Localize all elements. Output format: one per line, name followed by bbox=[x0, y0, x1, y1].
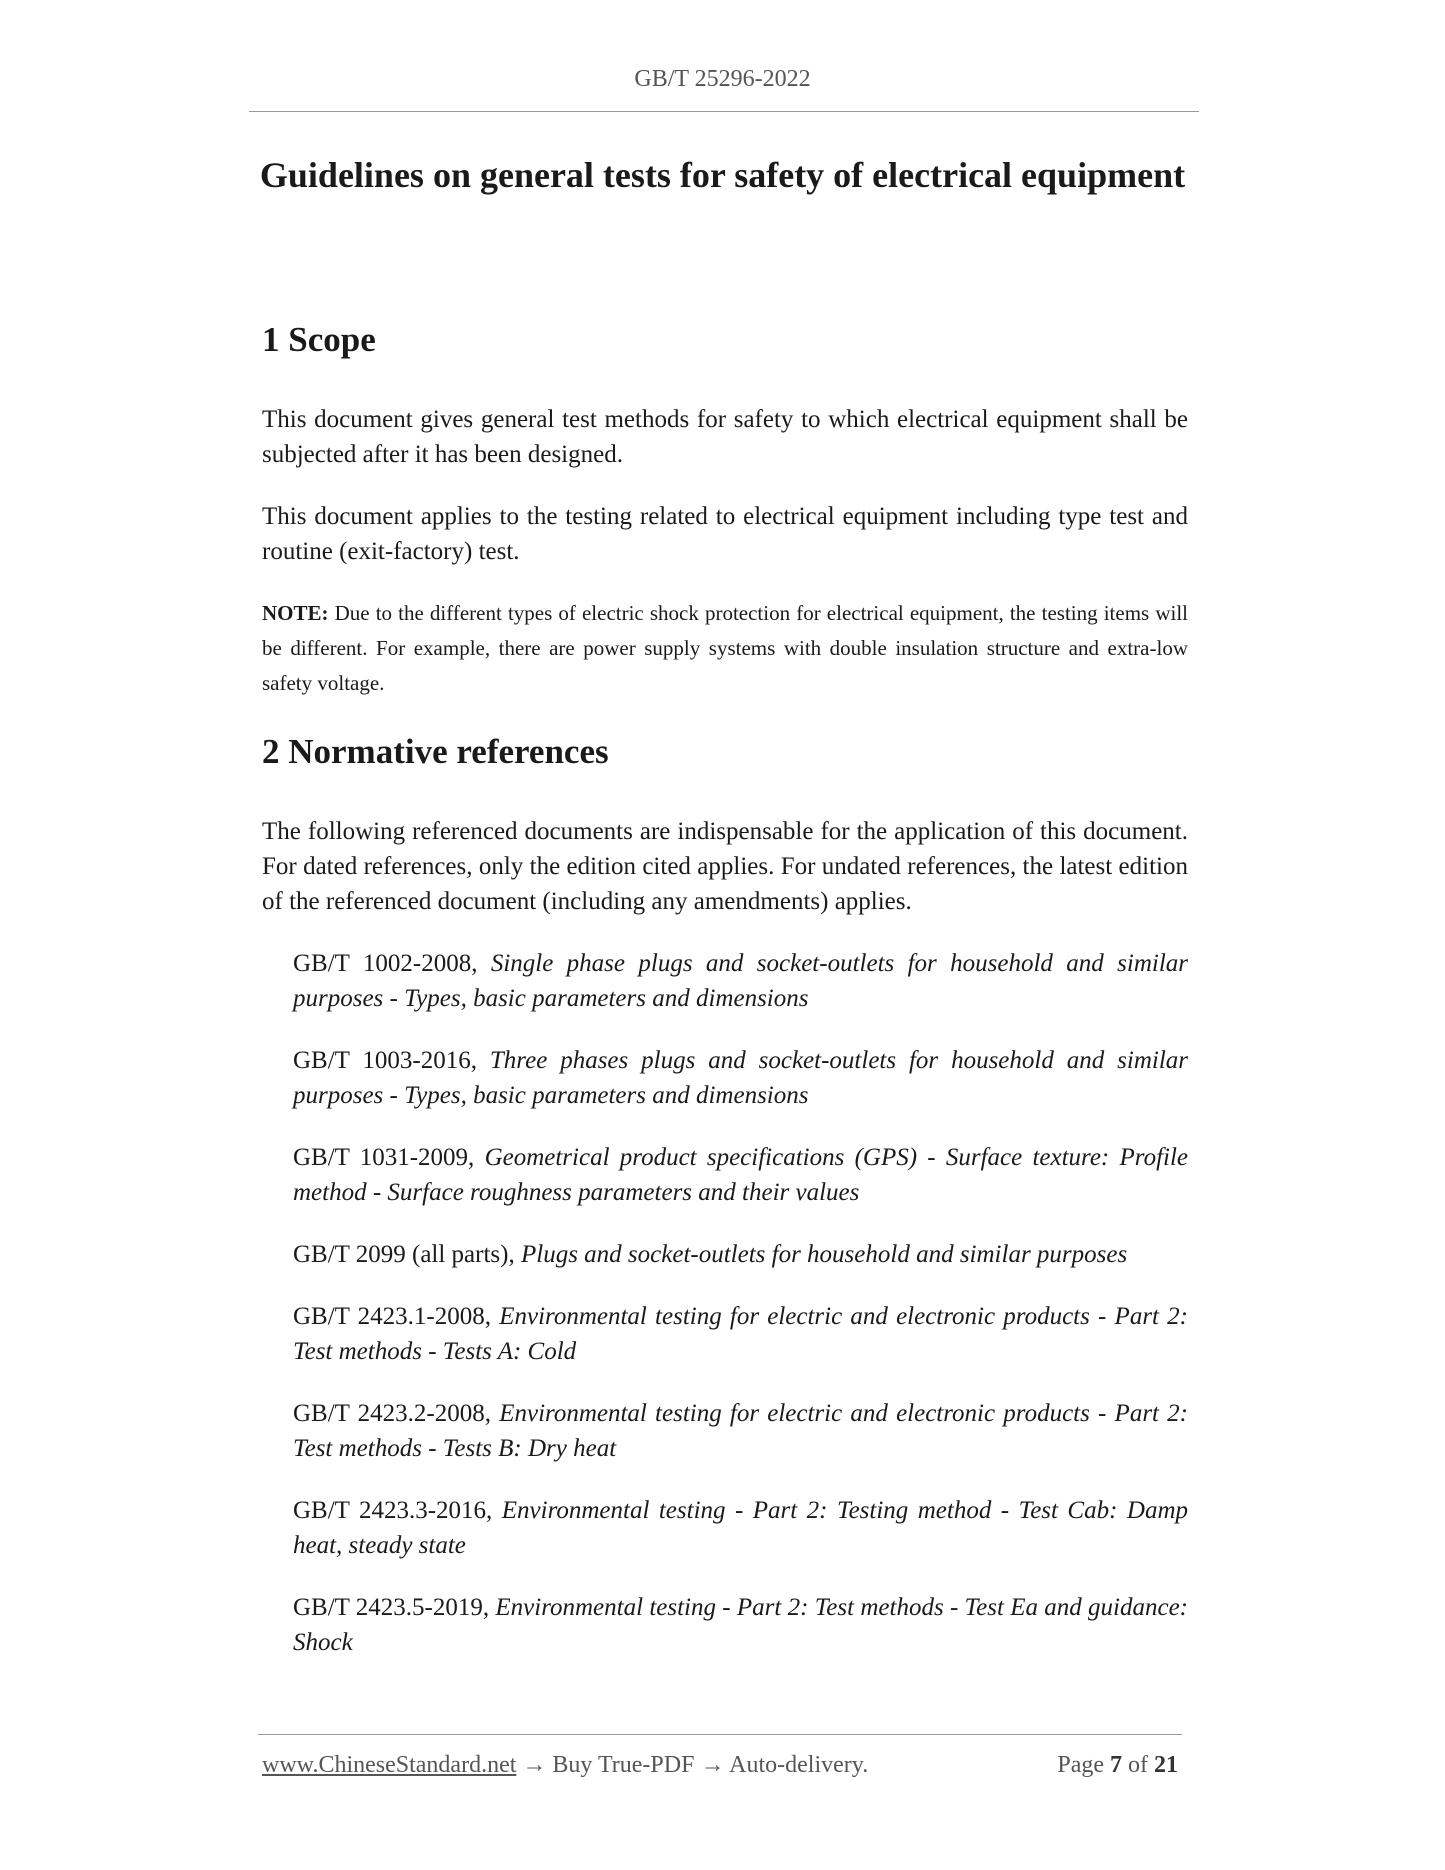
page-total: 21 bbox=[1154, 1752, 1178, 1778]
reference-code: GB/T 2423.3-2016, bbox=[293, 1497, 493, 1524]
reference-title: Environmental testing - Part 2: Test methods - Test Ea and guidance: Shock bbox=[293, 1594, 1189, 1656]
reference-item bbox=[262, 1590, 1188, 1660]
reference-item bbox=[262, 1396, 1188, 1466]
scope-paragraph-1: This document gives general test methods for safety to which electrical equipment shall be subjected after it has been designed. bbox=[262, 406, 1188, 468]
note-text: Due to the different types of electric shock protection for electrical equipment, the testing items will be different. For example, there are power supply systems with double insulation structure and extra-low safety voltage. bbox=[262, 601, 1188, 695]
document-title: Guidelines on general tests for safety of electrical equipment bbox=[259, 155, 1186, 195]
reference-code: GB/T 1031-2009, bbox=[293, 1144, 475, 1171]
buy-true-pdf-text: Buy True-PDF bbox=[552, 1752, 695, 1778]
reference-title: Three phases plugs and socket-outlets for household and similar purposes - Types, basic parameters and dimensions bbox=[293, 1047, 1189, 1109]
document-body bbox=[262, 320, 1188, 1660]
footer-divider bbox=[258, 1734, 1182, 1735]
header-doc-code: GB/T 25296-2022 bbox=[634, 66, 811, 92]
header-divider bbox=[249, 111, 1199, 112]
reference-code: GB/T 2423.1-2008, bbox=[293, 1303, 492, 1330]
reference-code: GB/T 2423.5-2019, bbox=[293, 1594, 490, 1621]
page-of-label: of bbox=[1128, 1752, 1148, 1778]
reference-list bbox=[262, 946, 1188, 1660]
reference-title: Environmental testing - Part 2: Testing method - Test Cab: Damp heat, steady state bbox=[293, 1497, 1188, 1559]
page-label: Page bbox=[1057, 1752, 1104, 1778]
arrow-right-icon: → bbox=[700, 1752, 725, 1778]
reference-code: GB/T 1002-2008, bbox=[293, 950, 478, 977]
reference-title: Environmental testing for electric and electronic products - Part 2: Test methods - Tests A: Cold bbox=[293, 1303, 1189, 1365]
footer-promo bbox=[262, 1752, 868, 1779]
reference-title: Single phase plugs and socket-outlets for household and similar purposes - Types, basic parameters and dimensions bbox=[293, 950, 1189, 1012]
reference-item bbox=[262, 1299, 1188, 1369]
reference-item bbox=[262, 946, 1188, 1016]
auto-delivery-text: Auto-delivery. bbox=[729, 1752, 869, 1778]
section-heading-scope: 1 Scope bbox=[262, 320, 376, 359]
normative-intro: The following referenced documents are indispensable for the application of this document. For dated references, only the edition cited applies. For undated references, the latest edition of the referenced document (including any amendments) applies. bbox=[262, 818, 1188, 915]
reference-item bbox=[262, 1493, 1188, 1563]
reference-item bbox=[262, 1237, 1188, 1272]
section-heading-normative: 2 Normative references bbox=[262, 732, 609, 771]
reference-title: Environmental testing for electric and electronic products - Part 2: Test methods - Tests B: Dry heat bbox=[293, 1400, 1189, 1462]
scope-note bbox=[262, 596, 1188, 701]
reference-item bbox=[262, 1140, 1188, 1210]
reference-code: GB/T 2423.2-2008, bbox=[293, 1400, 492, 1427]
reference-item bbox=[262, 1043, 1188, 1113]
page-current: 7 bbox=[1110, 1752, 1122, 1778]
reference-code: GB/T 1003-2016, bbox=[293, 1047, 477, 1074]
note-label: NOTE: bbox=[262, 601, 329, 625]
scope-paragraph-2: This document applies to the testing related to electrical equipment including type test and routine (exit-factory) test. bbox=[262, 503, 1188, 565]
reference-title: Plugs and socket-outlets for household and similar purposes bbox=[520, 1241, 1128, 1268]
reference-code: GB/T 2099 (all parts), bbox=[293, 1241, 515, 1268]
reference-title: Geometrical product specifications (GPS) - Surface texture: Profile method - Surface roughness parameters and their values bbox=[293, 1144, 1189, 1206]
arrow-right-icon: → bbox=[522, 1752, 547, 1778]
site-link[interactable]: www.ChineseStandard.net bbox=[262, 1752, 517, 1778]
page-footer bbox=[262, 1752, 1178, 1786]
page-indicator bbox=[1057, 1752, 1178, 1779]
